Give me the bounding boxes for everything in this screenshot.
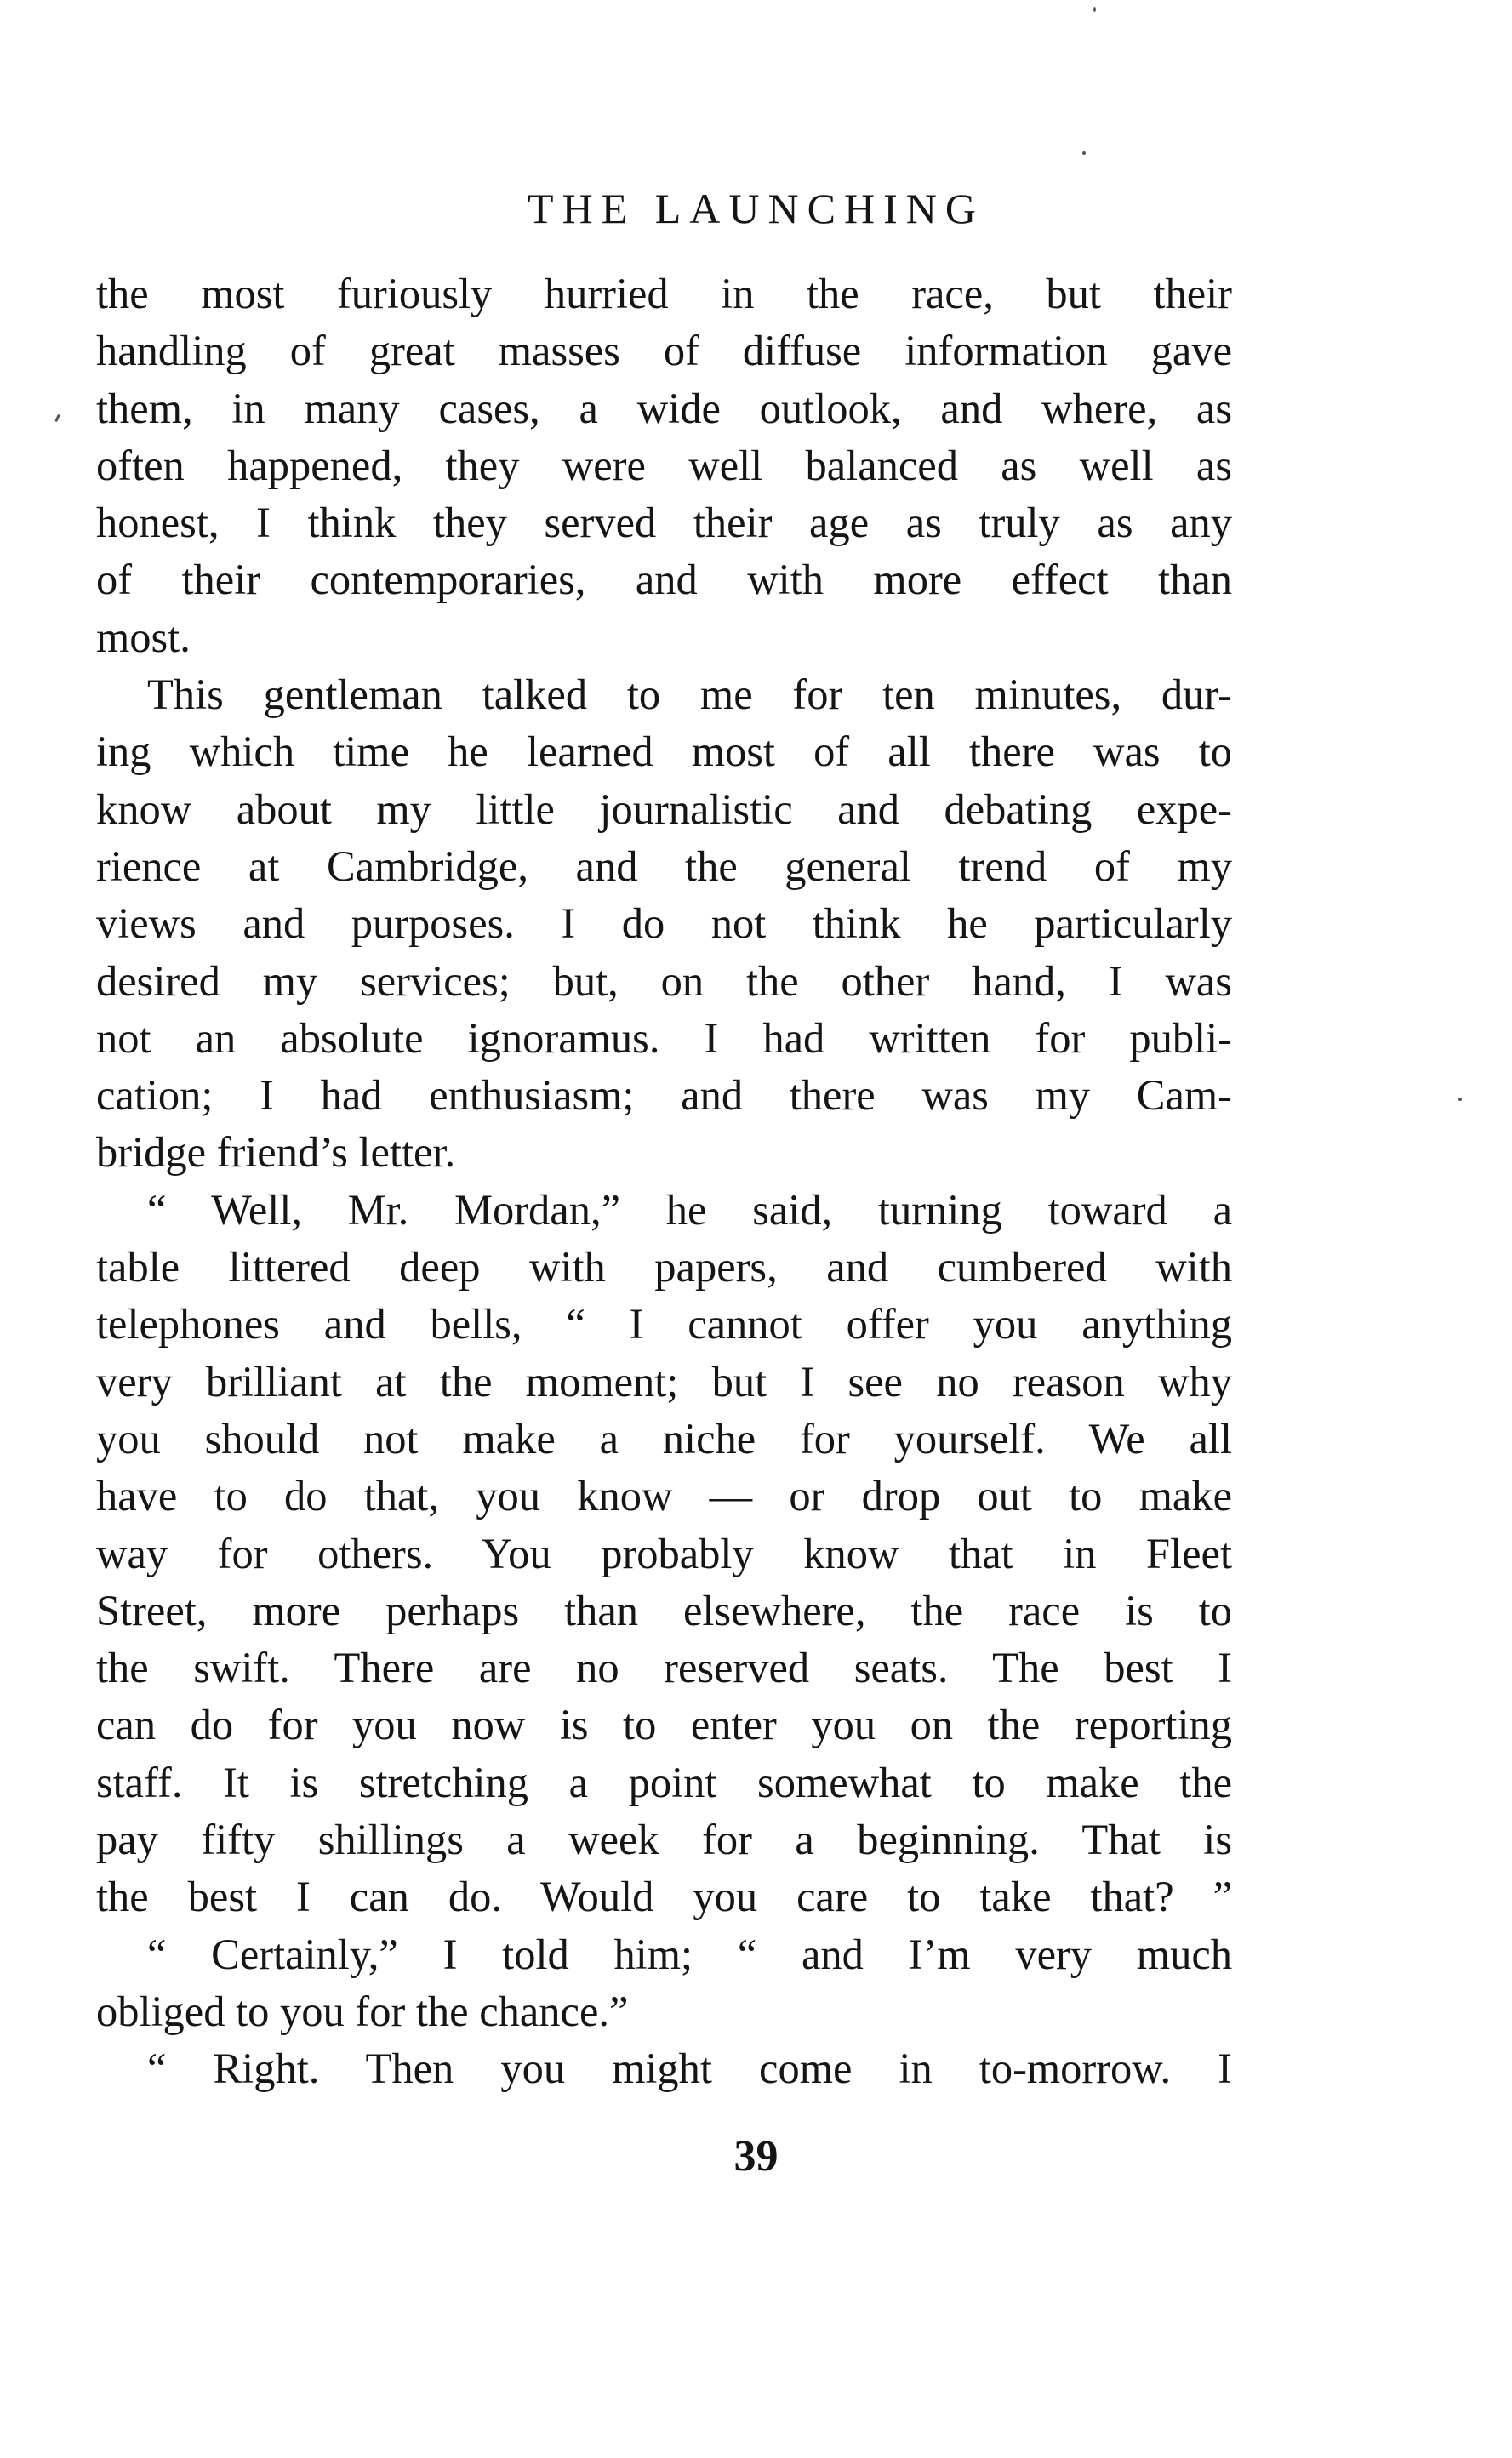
print-speck [1093, 7, 1096, 12]
print-speck [1458, 1098, 1462, 1101]
text-line: you should not make a niche for yourself. We all [96, 1414, 1232, 1463]
text-line: staff. It is stretching a point somewhat to make the [96, 1758, 1232, 1806]
body-text [96, 265, 1232, 2098]
text-line: rience at Cambridge, and the general trend of my [96, 841, 1232, 890]
text-line: have to do that, you know — or drop out to make [96, 1472, 1232, 1520]
text-line: table littered deep with papers, and cumbered with [96, 1243, 1232, 1292]
text-line: “ Well, Mr. Mordan,” he said, turning toward a [147, 1185, 1232, 1234]
text-line: of their contemporaries, and with more effect than [96, 556, 1232, 604]
page-number: 39 [733, 2132, 779, 2181]
text-line: them, in many cases, a wide outlook, and where, as [96, 384, 1232, 432]
text-line: most. [96, 613, 191, 661]
print-speck [54, 414, 60, 422]
text-line: ing which time he learned most of all there was to [96, 727, 1232, 776]
text-line: the swift. There are no reserved seats. The best I [96, 1644, 1232, 1692]
text-line: telephones and bells, “ I cannot offer you anything [96, 1300, 1232, 1349]
text-line: can do for you now is to enter you on the reporting [96, 1701, 1232, 1749]
text-line: cation; I had enthusiasm; and there was my Cam- [96, 1071, 1232, 1120]
text-line: views and purposes. I do not think he particularly [96, 899, 1232, 948]
text-line: very brilliant at the moment; but I see no reason why [96, 1357, 1232, 1406]
text-line: often happened, they were well balanced as well as [96, 441, 1232, 489]
text-line: obliged to you for the chance.” [96, 1987, 629, 2035]
text-line: Street, more perhaps than elsewhere, the race is to [96, 1586, 1232, 1634]
text-line: honest, I think they served their age as truly as any [96, 499, 1232, 547]
text-line: “ Right. Then you might come in to-morrow. I [147, 2045, 1232, 2093]
text-line: This gentleman talked to me for ten minutes, dur- [147, 670, 1232, 719]
text-line: not an absolute ignoramus. I had written for publi- [96, 1013, 1232, 1062]
text-line: handling of great masses of diffuse information gave [96, 327, 1232, 375]
text-line: way for others. You probably know that in Fleet [96, 1529, 1232, 1577]
text-line: the best I can do. Would you care to take that? ” [96, 1873, 1232, 1921]
text-line: “ Certainly,” I told him; “ and I’m very much [147, 1930, 1232, 1978]
text-line: the most furiously hurried in the race, but their [96, 270, 1232, 317]
print-speck [1082, 151, 1086, 155]
running-head: THE LAUNCHING [528, 185, 984, 232]
text-line: desired my services; but, on the other hand, I was [96, 956, 1232, 1005]
text-line: know about my little journalistic and debating expe- [96, 784, 1232, 833]
text-line: bridge friend’s letter. [96, 1128, 456, 1177]
text-line: pay fifty shillings a week for a beginning. That is [96, 1816, 1232, 1864]
